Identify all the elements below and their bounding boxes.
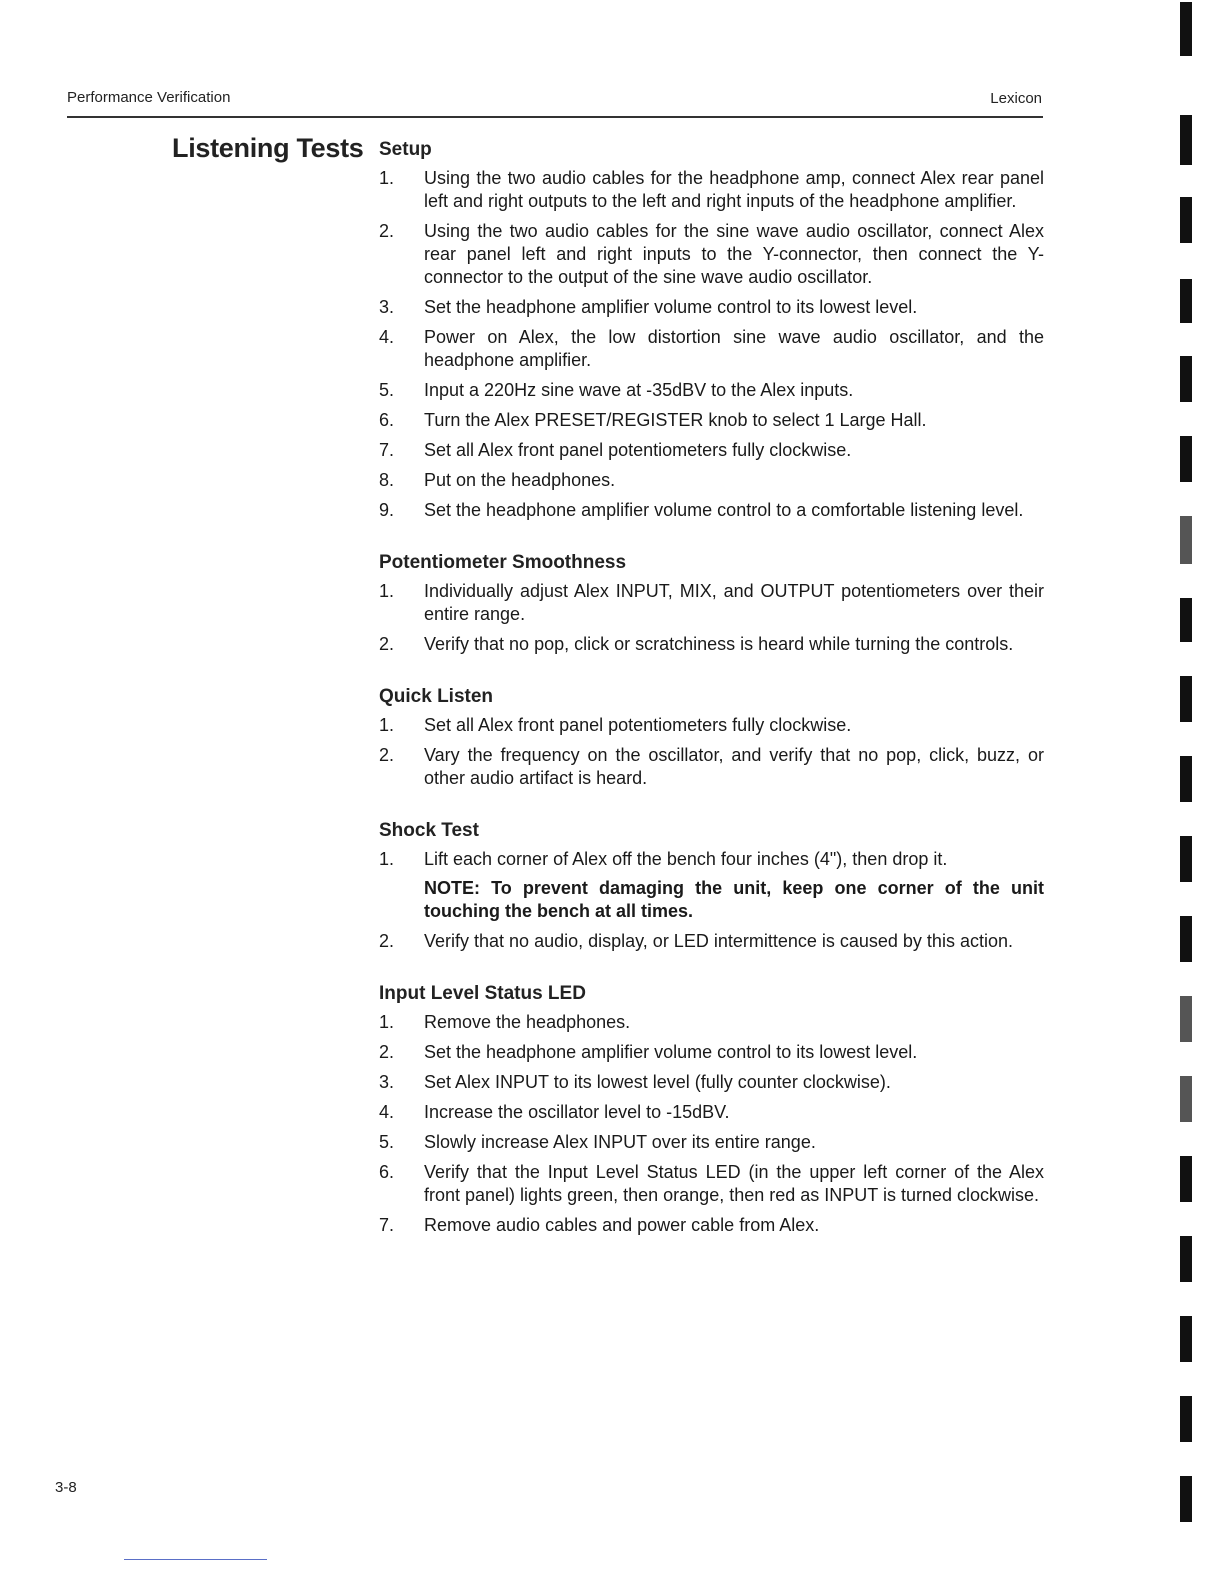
step-text: Set the headphone amplifier volume control to its lowest level. [424, 297, 918, 317]
step-text: Verify that the Input Level Status LED (in the upper left corner of the Alex front panel) lights green, then orange, then red as INPUT is turned clockwise. [424, 1162, 1044, 1205]
step-item [378, 1101, 1044, 1124]
step-item [378, 1161, 1044, 1207]
step-number: 8. [379, 470, 395, 490]
step-list [378, 1011, 1044, 1237]
step-text-wrapper [424, 1161, 1044, 1207]
step-item [378, 1041, 1044, 1064]
step-number: 1. [379, 715, 395, 735]
step-text-wrapper [424, 499, 1044, 522]
step-item [378, 499, 1044, 522]
step-text-wrapper [424, 1011, 1044, 1034]
bottom-rule [124, 1559, 267, 1560]
step-text: Power on Alex, the low distortion sine wave audio oscillator, and the headphone amplifier. [424, 327, 1044, 370]
step-item [378, 633, 1044, 656]
step-number: 4. [379, 327, 395, 347]
step-text-wrapper [424, 167, 1044, 213]
step-text: Set Alex INPUT to its lowest level (fully counter clockwise). [424, 1072, 891, 1092]
step-number: 7. [379, 440, 395, 460]
step-text: Set all Alex front panel potentiometers fully clockwise. [424, 440, 852, 460]
step-text: Verify that no audio, display, or LED intermittence is caused by this action. [424, 931, 1013, 951]
step-number: 3. [379, 297, 395, 317]
margin-mark [1180, 516, 1192, 564]
step-text-wrapper [424, 1101, 1044, 1124]
step-text: Remove audio cables and power cable from Alex. [424, 1215, 820, 1235]
margin-mark [1180, 676, 1192, 722]
step-text: Slowly increase Alex INPUT over its entire range. [424, 1132, 816, 1152]
margin-mark [1180, 996, 1192, 1042]
step-text: Set the headphone amplifier volume control to its lowest level. [424, 1042, 918, 1062]
step-text-wrapper [424, 744, 1044, 790]
step-text-wrapper [424, 714, 1044, 737]
margin-mark [1180, 598, 1192, 642]
step-item [378, 167, 1044, 213]
step-text-wrapper [424, 469, 1044, 492]
section-title: Shock Test [379, 820, 479, 841]
margin-mark [1180, 1316, 1192, 1362]
step-text: Set all Alex front panel potentiometers fully clockwise. [424, 715, 852, 735]
step-item [378, 580, 1044, 626]
step-text-wrapper [424, 220, 1044, 289]
step-number: 1. [379, 849, 395, 869]
step-text-wrapper [424, 326, 1044, 372]
step-text: Put on the headphones. [424, 470, 616, 490]
margin-mark [1180, 1076, 1192, 1122]
step-list [378, 167, 1044, 522]
section [378, 983, 1044, 1237]
step-item [378, 744, 1044, 790]
margin-mark [1180, 356, 1192, 402]
step-list [378, 580, 1044, 656]
margin-mark [1180, 1156, 1192, 1202]
step-text-wrapper [424, 580, 1044, 626]
margin-mark [1180, 279, 1192, 323]
step-number: 3. [379, 1072, 395, 1092]
step-text-wrapper [424, 1214, 1044, 1237]
step-item [378, 220, 1044, 289]
section [378, 686, 1044, 790]
step-number: 6. [379, 1162, 395, 1182]
step-item [378, 379, 1044, 402]
step-text: Lift each corner of Alex off the bench four inches (4"), then drop it. [424, 849, 948, 869]
step-item [378, 930, 1044, 953]
step-number: 1. [379, 581, 395, 601]
margin-mark [1180, 836, 1192, 882]
step-number: 4. [379, 1102, 395, 1122]
step-number: 2. [379, 1042, 395, 1062]
section-title: Quick Listen [379, 686, 494, 707]
header-rule [67, 116, 1043, 118]
margin-mark [1180, 115, 1192, 165]
step-text: Turn the Alex PRESET/REGISTER knob to select 1 Large Hall. [424, 410, 927, 430]
step-item [378, 1131, 1044, 1154]
step-text: Verify that no pop, click or scratchiness is heard while turning the controls. [424, 634, 1014, 654]
step-item [378, 326, 1044, 372]
running-header-right: Lexicon [990, 90, 1042, 107]
step-note: NOTE: To prevent damaging the unit, keep one corner of the unit touching the bench at all times. [424, 878, 1044, 921]
margin-mark [1180, 916, 1192, 962]
step-text-wrapper [424, 439, 1044, 462]
step-text: Using the two audio cables for the sine wave audio oscillator, connect Alex rear panel left and right inputs to the Y-connector, then connect the Y-connector to the output of the sine wave audio oscillator. [424, 221, 1044, 287]
margin-mark [1180, 1396, 1192, 1442]
side-title: Listening Tests [172, 133, 364, 163]
margin-mark [1180, 1476, 1192, 1522]
step-item [378, 848, 1044, 923]
margin-mark [1180, 197, 1192, 243]
margin-mark [1180, 436, 1192, 482]
step-item [378, 439, 1044, 462]
page-number: 3-8 [55, 1479, 77, 1496]
step-number: 6. [379, 410, 395, 430]
step-number: 1. [379, 1012, 395, 1032]
step-text-wrapper [424, 379, 1044, 402]
step-text-wrapper [424, 409, 1044, 432]
step-item [378, 714, 1044, 737]
running-header-left: Performance Verification [67, 89, 231, 106]
step-text-wrapper [424, 1071, 1044, 1094]
step-text: Remove the headphones. [424, 1012, 631, 1032]
section [378, 820, 1044, 953]
step-item [378, 469, 1044, 492]
step-item [378, 1011, 1044, 1034]
step-text: Vary the frequency on the oscillator, and verify that no pop, click, buzz, or other audio artifact is heard. [424, 745, 1044, 788]
section-title: Potentiometer Smoothness [379, 552, 627, 573]
step-text: Increase the oscillator level to -15dBV. [424, 1102, 730, 1122]
step-item [378, 409, 1044, 432]
step-text: Using the two audio cables for the headphone amp, connect Alex rear panel left and right outputs to the left and right inputs of the headphone amplifier. [424, 168, 1044, 211]
step-text-wrapper [424, 296, 1044, 319]
section-title: Input Level Status LED [379, 983, 586, 1004]
step-list [378, 714, 1044, 790]
step-number: 5. [379, 1132, 395, 1152]
step-text: Set the headphone amplifier volume control to a comfortable listening level. [424, 500, 1024, 520]
step-text: Individually adjust Alex INPUT, MIX, and OUTPUT potentiometers over their entire range. [424, 581, 1044, 624]
margin-mark [1180, 2, 1192, 56]
step-text-wrapper [424, 633, 1044, 656]
step-item [378, 296, 1044, 319]
step-text: Input a 220Hz sine wave at -35dBV to the Alex inputs. [424, 380, 854, 400]
step-number: 5. [379, 380, 395, 400]
step-text-wrapper [424, 848, 1044, 923]
step-number: 2. [379, 634, 395, 654]
margin-mark [1180, 756, 1192, 802]
step-item [378, 1214, 1044, 1237]
step-number: 2. [379, 221, 395, 241]
margin-mark [1180, 1236, 1192, 1282]
step-number: 2. [379, 745, 395, 765]
step-number: 2. [379, 931, 395, 951]
step-item [378, 1071, 1044, 1094]
step-number: 9. [379, 500, 395, 520]
step-text-wrapper [424, 1131, 1044, 1154]
section [378, 139, 1044, 522]
step-text-wrapper [424, 930, 1044, 953]
step-text-wrapper [424, 1041, 1044, 1064]
section-title: Setup [379, 139, 432, 160]
step-number: 1. [379, 168, 395, 188]
step-list [378, 848, 1044, 953]
content-column [378, 139, 1044, 1244]
step-number: 7. [379, 1215, 395, 1235]
section [378, 552, 1044, 656]
